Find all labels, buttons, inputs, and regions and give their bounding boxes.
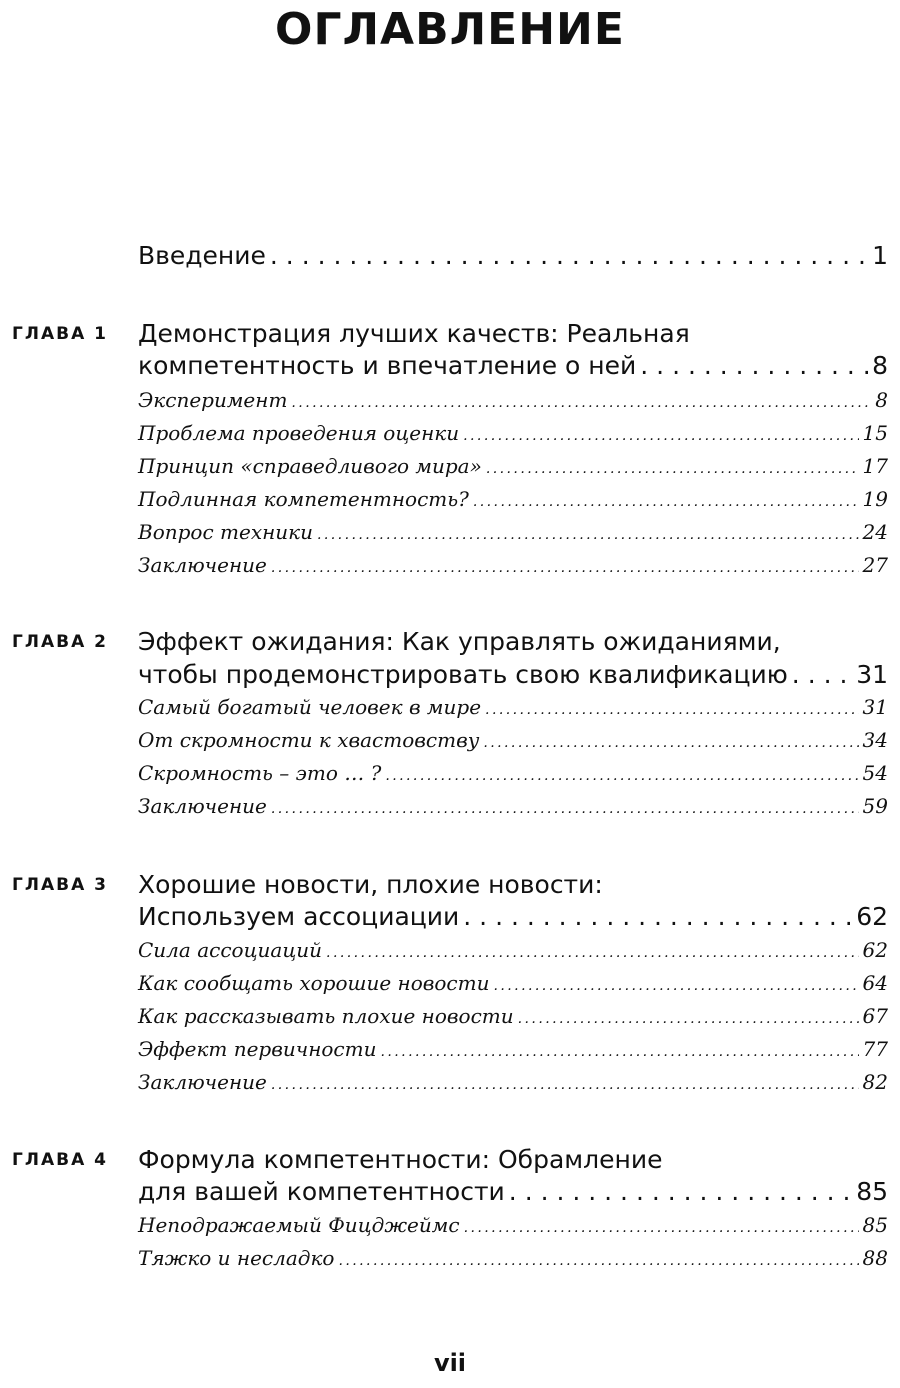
toc-page-number: 27 (862, 553, 888, 577)
toc-section-title: Заключение (138, 553, 267, 577)
dot-leader (518, 1005, 859, 1033)
toc-entry-chapter-3[interactable] (138, 901, 888, 933)
chapter-label: ГЛАВА 2 (12, 632, 108, 652)
toc-section[interactable] (138, 936, 888, 967)
dot-leader (483, 729, 858, 757)
toc-section[interactable] (138, 419, 888, 450)
toc-page-number: 24 (862, 520, 888, 544)
toc-section-title: Тяжко и несладко (138, 1246, 335, 1270)
chapter-title-line2: Используем ассоциации (138, 902, 460, 931)
page-title: ОГЛАВЛЕНИЕ (275, 4, 625, 55)
toc-page-number: 34 (862, 728, 888, 752)
toc-section-title: Вопрос техники (138, 520, 313, 544)
toc-page-number: 31 (862, 695, 888, 719)
toc-section-title: От скромности к хвастовству (138, 728, 480, 752)
toc-entry-chapter-4[interactable] (138, 1176, 888, 1208)
toc-page-number: 8 (875, 388, 888, 412)
toc-section-title: Эксперимент (138, 388, 288, 412)
chapter-title-line2: компетентность и впечатление о ней (138, 351, 637, 380)
dot-leader (493, 972, 858, 1000)
toc-page-number: 62 (862, 938, 888, 962)
toc-page-number: 1 (872, 241, 888, 270)
toc-page-number: 19 (862, 487, 888, 511)
dot-leader (509, 1176, 852, 1208)
toc-entry-chapter-2[interactable] (138, 659, 888, 691)
page-number-folio: vii (433, 1349, 467, 1377)
toc-section[interactable] (138, 1211, 888, 1242)
toc-section[interactable] (138, 1244, 888, 1275)
toc-page-number: 88 (862, 1246, 888, 1270)
dot-leader (464, 1214, 859, 1242)
toc-page-number: 54 (862, 761, 888, 785)
toc-section-title: Сила ассоциаций (138, 938, 323, 962)
dot-leader (463, 901, 852, 933)
toc-section-title: Как рассказывать плохие новости (138, 1004, 514, 1028)
toc-entry-title: Введение (138, 241, 266, 270)
toc-section[interactable] (138, 485, 888, 516)
toc-section[interactable] (138, 1035, 888, 1066)
chapter-title-line1: Эффект ожидания: Как управлять ожиданиями, (138, 627, 781, 656)
dot-leader (270, 240, 868, 272)
dot-leader (792, 659, 852, 691)
dot-leader (338, 1247, 858, 1275)
chapter-label: ГЛАВА 3 (12, 875, 108, 895)
toc-page-number: 85 (862, 1213, 888, 1237)
dot-leader (485, 696, 859, 724)
dot-leader (271, 554, 859, 582)
chapter-title-line2: чтобы продемонстрировать свою квалификацию (138, 660, 788, 689)
toc-section[interactable] (138, 1068, 888, 1099)
dot-leader (317, 521, 859, 549)
dot-leader (271, 795, 859, 823)
toc-page-number: 85 (856, 1177, 888, 1206)
dot-leader (271, 1071, 859, 1099)
toc-section[interactable] (138, 1002, 888, 1033)
toc-page-number: 67 (862, 1004, 888, 1028)
toc-section-title: Проблема проведения оценки (138, 421, 460, 445)
toc-section[interactable] (138, 386, 888, 417)
toc-section-title: Самый богатый человек в мире (138, 695, 482, 719)
toc-page-number: 64 (862, 971, 888, 995)
toc-entry-intro[interactable] (138, 240, 888, 272)
toc-section[interactable] (138, 518, 888, 549)
chapter-title-line2: для вашей компетентности (138, 1177, 505, 1206)
dot-leader (326, 939, 859, 967)
toc-page-number: 31 (856, 660, 888, 689)
toc-page-number: 82 (862, 1070, 888, 1094)
toc-section-title: Скромность – это … ? (138, 761, 382, 785)
toc-page-number: 17 (862, 454, 888, 478)
dot-leader (486, 455, 859, 483)
dot-leader (291, 389, 871, 417)
toc-page-number: 15 (862, 421, 888, 445)
chapter-title-line1: Демонстрация лучших качеств: Реальная (138, 319, 690, 348)
toc-page-number: 62 (856, 902, 888, 931)
toc-section[interactable] (138, 693, 888, 724)
toc-section-title: Эффект первичности (138, 1037, 377, 1061)
chapter-title-line1: Формула компетентности: Обрамление (138, 1145, 663, 1174)
toc-section-title: Заключение (138, 794, 267, 818)
toc-section[interactable] (138, 759, 888, 790)
toc-section-title: Принцип «справедливого мира» (138, 454, 482, 478)
toc-entry-chapter-1[interactable] (138, 350, 888, 382)
chapter-label: ГЛАВА 1 (12, 324, 108, 344)
toc-section[interactable] (138, 969, 888, 1000)
toc-page-number: 77 (862, 1037, 888, 1061)
dot-leader (385, 762, 858, 790)
toc-section-title: Как сообщать хорошие новости (138, 971, 490, 995)
dot-leader (380, 1038, 858, 1066)
toc-section-title: Заключение (138, 1070, 267, 1094)
toc-page-number: 8 (872, 351, 888, 380)
chapter-label: ГЛАВА 4 (12, 1150, 108, 1170)
dot-leader (473, 488, 859, 516)
toc-section-title: Неподражаемый Фицджеймс (138, 1213, 460, 1237)
toc-section[interactable] (138, 726, 888, 757)
dot-leader (640, 350, 868, 382)
dot-leader (463, 422, 858, 450)
toc-section[interactable] (138, 452, 888, 483)
toc-page-number: 59 (862, 794, 888, 818)
toc-section[interactable] (138, 792, 888, 823)
toc-section[interactable] (138, 551, 888, 582)
chapter-title-line1: Хорошие новости, плохие новости: (138, 870, 603, 899)
toc-section-title: Подлинная компетентность? (138, 487, 469, 511)
